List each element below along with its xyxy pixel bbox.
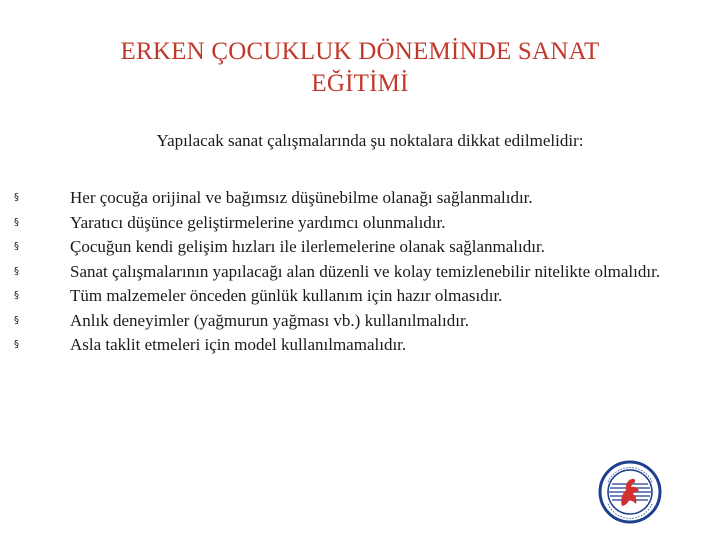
list-item <box>14 211 694 236</box>
bullet-text: Her çocuğa orijinal ve bağımsız düşünebilme olanağı sağlanmalıdır. <box>70 188 533 207</box>
university-seal-icon <box>598 460 662 524</box>
bullet-text: Tüm malzemeler önceden günlük kullanım için hazır olmasıdır. <box>70 286 503 305</box>
list-item <box>14 333 694 358</box>
bullet-icon: § <box>14 192 19 203</box>
bullet-list <box>14 186 694 358</box>
bullet-text: Çocuğun kendi gelişim hızları ile ilerlemelerine olanak sağlanmalıdır. <box>70 237 545 256</box>
list-item <box>14 260 694 285</box>
bullet-text: Asla taklit etmeleri için model kullanılmamalıdır. <box>70 335 407 354</box>
slide-title-line-1: ERKEN ÇOCUKLUK DÖNEMİNDE SANAT <box>120 38 600 65</box>
list-item <box>14 235 694 260</box>
slide-intro: Yapılacak sanat çalışmalarında şu noktalara dikkat edilmelidir: <box>156 131 584 150</box>
slide-title <box>60 36 660 100</box>
slide-title-line-2: EĞİTİMİ <box>311 70 409 97</box>
bullet-icon: § <box>14 241 19 252</box>
bullet-text: Yaratıcı düşünce geliştirmelerine yardımcı olunmalıdır. <box>70 212 446 232</box>
list-item <box>14 186 694 211</box>
bullet-icon: § <box>14 290 19 301</box>
list-item <box>14 309 694 334</box>
bullet-icon: § <box>14 339 19 350</box>
bullet-text: Anlık deneyimler (yağmurun yağması vb.) kullanılmalıdır. <box>70 310 469 330</box>
university-seal-graphic <box>598 460 662 524</box>
bullet-icon: § <box>14 314 19 326</box>
bullet-icon: § <box>14 216 19 228</box>
list-item <box>14 284 694 309</box>
bullet-text: Sanat çalışmalarının yapılacağı alan düzenli ve kolay temizlenebilir nitelikte olmalıdır. <box>70 261 661 281</box>
bullet-icon: § <box>14 265 19 277</box>
